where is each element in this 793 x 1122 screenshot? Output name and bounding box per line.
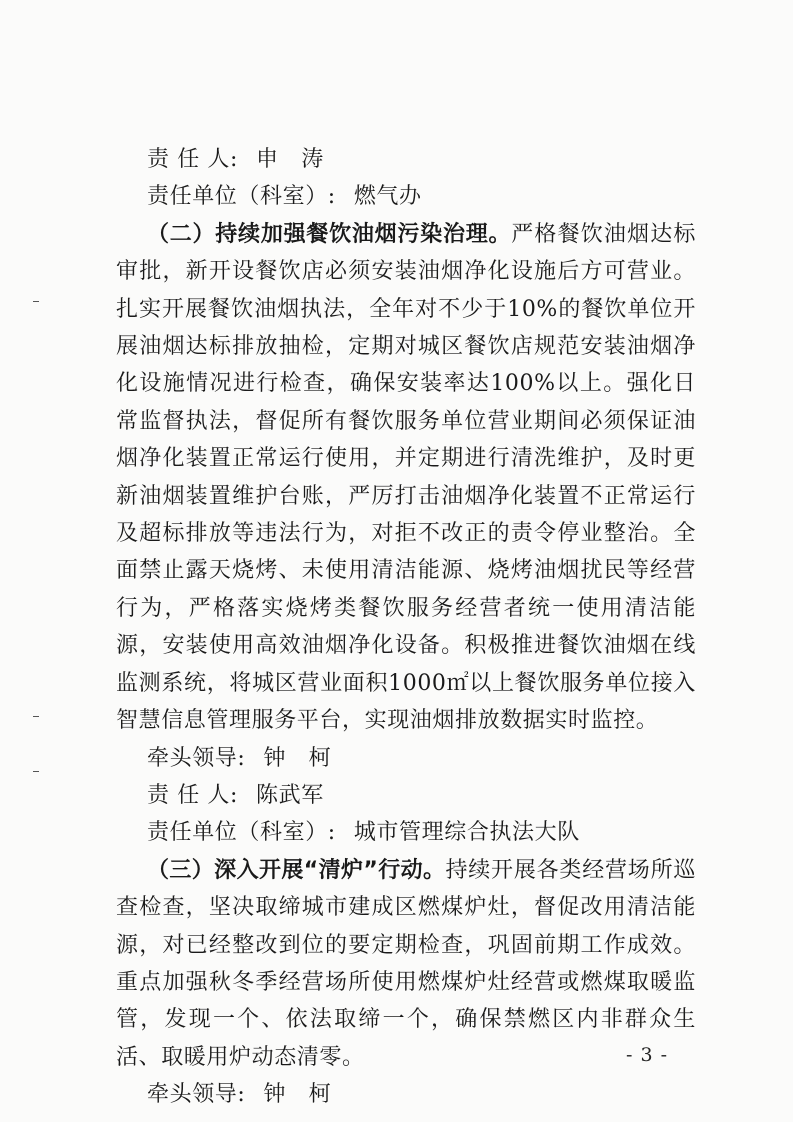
section-3-paragraph: [116, 852, 696, 1076]
responsible-person-line: [116, 777, 696, 814]
responsible-person-line: [116, 141, 696, 178]
responsible-unit-value: 城市管理综合执法大队: [353, 820, 580, 846]
section-2-heading: （二）持续加强餐饮油烟污染治理。: [147, 221, 512, 247]
responsible-unit-label: 责任单位（科室）:: [147, 184, 336, 210]
responsible-unit-value: 燃气办: [353, 184, 422, 210]
lead-leader-line: [116, 1076, 696, 1113]
lead-leader-label: 牵头领导:: [147, 745, 246, 771]
responsible-unit-line: [116, 178, 696, 215]
section-2-paragraph: [116, 216, 696, 740]
section-3-heading: （三）深入开展“清炉”行动。: [147, 857, 446, 883]
lead-leader-label: 牵头领导:: [147, 1082, 246, 1108]
responsible-person-label: 责 任 人:: [147, 147, 238, 172]
responsible-person-name: 陈武军: [256, 782, 324, 808]
document-body: [116, 141, 696, 1114]
lead-leader-line: [116, 740, 696, 777]
page-number: - 3 -: [626, 1044, 669, 1066]
responsible-unit-label: 责任单位（科室）:: [147, 820, 336, 846]
lead-leader-name: 钟 柯: [263, 1082, 332, 1108]
lead-leader-name: 钟 柯: [263, 745, 332, 771]
section-3-body: 持续开展各类经营场所巡查检查，坚决取缔城市建成区燃煤炉灶，督促改用清洁能源，对已经整改到位的要定期检查，巩固前期工作成效。重点加强秋冬季经营场所使用燃煤炉灶经营或燃煤取暖监管，发现一个、依法取缔一个，确保禁燃区内非群众生活、取暖用炉动态清零。: [116, 857, 696, 1070]
scan-mark: [33, 716, 39, 717]
responsible-person-name: 申 涛: [256, 147, 324, 172]
responsible-person-label: 责 任 人:: [147, 782, 238, 808]
scan-mark: [33, 301, 39, 302]
responsible-unit-line: [116, 814, 696, 851]
scan-mark: [33, 771, 39, 772]
section-2-body: 严格餐饮油烟达标审批，新开设餐饮店必须安装油烟净化设施后方可营业。扎实开展餐饮油烟执法，全年对不少于10%的餐饮单位开展油烟达标排放抽检，定期对城区餐饮店规范安装油烟净化设施情况进行检查，确保安装率达100%以上。强化日常监督执法，督促所有餐饮服务单位营业期间必须保证油烟净化装置正常运行使用，并定期进行清洗维护，及时更新油烟装置维护台账，严厉打击油烟净化装置不正常运行及超标排放等违法行为，对拒不改正的责令停业整治。全面禁止露天烧烤、未使用清洁能源、烧烤油烟扰民等经营行为，严格落实烧烤类餐饮服务经营者统一使用清洁能源，安装使用高效油烟净化设备。积极推进餐饮油烟在线监测系统，将城区营业面积1000㎡以上餐饮服务单位接入智慧信息管理服务平台，实现油烟排放数据实时监控。: [116, 221, 696, 734]
